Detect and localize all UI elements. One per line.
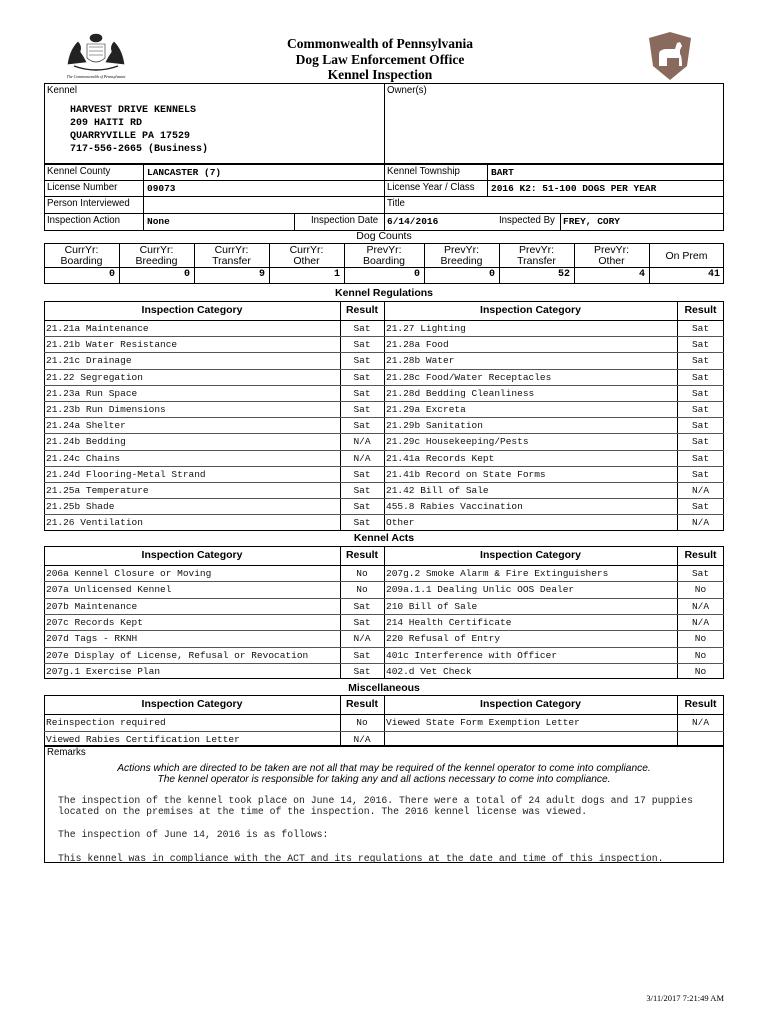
dog-count-header-line2: Other <box>598 255 625 267</box>
inspection-category-cell: 21.23a Run Space <box>46 387 138 399</box>
inspection-category-cell: 21.28a Food <box>386 339 449 351</box>
dog-count-header-line1: CurrYr: <box>214 244 249 256</box>
result-cell: Sat <box>353 339 371 351</box>
kennel-name: HARVEST DRIVE KENNELS <box>70 105 197 116</box>
inspection-category-cell: 21.26 Ventilation <box>46 517 143 529</box>
inspection-category-cell: 21.29c Housekeeping/Pests <box>386 436 529 448</box>
category-column-header: Inspection Category <box>480 549 581 561</box>
remarks-paragraph-1a: The inspection of the kennel took place on June 14, 2016. There were a total of 24 adult dogs and 17 puppies <box>58 795 693 806</box>
dog-count-header <box>194 245 269 267</box>
result-cell: N/A <box>353 436 371 448</box>
license-label: License Number <box>47 181 118 193</box>
result-cell: Sat <box>691 468 710 480</box>
dog-count-header-line1: PrevYr: <box>366 244 402 256</box>
result-cell: No <box>694 665 707 677</box>
result-cell: N/A <box>691 717 710 728</box>
inspection-category-cell: 401c Interference with Officer <box>386 649 558 661</box>
result-cell: Sat <box>353 468 371 480</box>
dog-count-header-line1: On Prem <box>665 250 708 262</box>
dog-count-header-line2: Boarding <box>362 255 406 267</box>
inspection-category-cell: 214 Health Certificate <box>386 616 512 628</box>
remarks-paragraph-3: This kennel was in compliance with the ACT and its regulations at the date and time of this inspection. <box>58 853 664 864</box>
dog-count-value: 0 <box>413 269 420 280</box>
result-column-header: Result <box>684 549 717 561</box>
result-cell: No <box>694 584 707 596</box>
result-cell: Sat <box>353 616 371 628</box>
result-cell: No <box>356 584 368 596</box>
result-cell: No <box>694 633 707 645</box>
dog-count-header <box>269 245 344 267</box>
owner-label: Owner(s) <box>387 84 427 96</box>
remarks-paragraph-1b: located on the premises at the time of the inspection. The 2016 kennel license was viewed. <box>58 806 588 817</box>
dog-count-value: 4 <box>638 269 645 280</box>
license-value: 09073 <box>147 183 176 194</box>
result-cell: N/A <box>353 452 371 464</box>
header-line-1: Commonwealth of Pennsylvania <box>286 36 473 51</box>
result-cell: Sat <box>353 420 371 432</box>
inspection-category-cell: 210 Bill of Sale <box>386 600 478 612</box>
print-timestamp: 3/11/2017 7:21:49 AM <box>646 993 724 1003</box>
inspection-category-cell: 21.21b Water Resistance <box>46 339 178 351</box>
dog-count-header-line2: Transfer <box>517 255 556 267</box>
dog-count-header-line2: Boarding <box>60 255 103 267</box>
inspection-category-cell: 220 Refusal of Entry <box>386 633 501 645</box>
inspection-category-cell: 21.24b Bedding <box>46 436 126 448</box>
dog-counts-title: Dog Counts <box>356 230 412 242</box>
inspection-category-cell: 21.28d Bedding Cleanliness <box>386 387 535 399</box>
person-interviewed-label: Person Interviewed <box>47 197 130 209</box>
kennel-acts-title: Kennel Acts <box>353 532 415 544</box>
license-class-label: License Year / Class <box>387 181 475 193</box>
dog-count-header <box>649 251 724 262</box>
category-column-header: Inspection Category <box>480 304 581 316</box>
inspection-category-cell: 207g.1 Exercise Plan <box>46 665 161 677</box>
result-cell: Sat <box>691 371 710 383</box>
result-cell: Sat <box>353 501 371 513</box>
kennel-city: QUARRYVILLE PA 17529 <box>70 131 191 142</box>
result-cell: Sat <box>353 404 371 415</box>
remarks-paragraph-2: The inspection of June 14, 2016 is as follows: <box>58 829 329 840</box>
result-cell: Sat <box>353 665 371 677</box>
result-cell: N/A <box>691 616 710 628</box>
result-cell: N/A <box>691 517 710 529</box>
kennel-label: Kennel <box>47 84 78 96</box>
remarks-label: Remarks <box>47 746 86 758</box>
dog-count-value: 52 <box>557 269 570 280</box>
result-column-header: Result <box>345 698 379 710</box>
result-cell: Sat <box>353 517 371 529</box>
inspection-category-cell: 21.29a Excreta <box>386 404 466 415</box>
inspection-category-cell: 207d Tags - RKNH <box>46 633 138 645</box>
county-value: LANCASTER (7) <box>147 167 222 178</box>
inspection-category-cell: 21.24c Chains <box>46 452 121 464</box>
result-column-header: Result <box>684 304 717 316</box>
inspection-category-cell: 21.21a Maintenance <box>46 323 149 334</box>
inspection-category-cell: 21.29b Sanitation <box>386 420 483 432</box>
dog-count-header-line1: CurrYr: <box>289 244 324 256</box>
result-cell: Sat <box>691 420 710 432</box>
inspection-date-value: 6/14/2016 <box>387 216 439 227</box>
inspection-category-cell: 455.8 Rabies Vaccination <box>386 501 523 513</box>
result-cell: No <box>356 717 368 728</box>
result-cell: Sat <box>691 355 710 367</box>
inspection-action-value: None <box>147 216 170 227</box>
inspection-category-cell: 207a Unlicensed Kennel <box>46 584 172 596</box>
category-column-header: Inspection Category <box>141 549 243 561</box>
inspection-category-cell: 21.23b Run Dimensions <box>46 404 166 415</box>
dog-count-header <box>499 245 574 267</box>
inspection-category-cell: 21.27 Lighting <box>386 323 466 334</box>
dog-count-header <box>424 245 499 267</box>
result-cell: N/A <box>353 633 371 645</box>
result-cell: Sat <box>691 568 710 579</box>
dog-count-header-line1: PrevYr: <box>443 244 479 256</box>
inspection-category-cell: 207c Records Kept <box>46 616 143 628</box>
title-label: Title <box>387 197 405 209</box>
result-cell: Sat <box>353 485 371 496</box>
result-column-header: Result <box>345 304 379 316</box>
inspected-by-value: FREY, CORY <box>563 216 621 227</box>
result-cell: No <box>694 649 707 661</box>
result-column-header: Result <box>684 698 717 710</box>
kennel-street: 209 HAITI RD <box>70 118 143 129</box>
pa-seal <box>60 30 132 80</box>
dog-count-header-line2: Breeding <box>135 255 178 267</box>
dog-count-value: 0 <box>108 269 115 280</box>
dog-count-value: 1 <box>333 269 340 280</box>
township-value: BART <box>491 167 514 178</box>
result-cell: Sat <box>691 501 710 513</box>
dog-law-logo <box>645 30 695 82</box>
dog-count-header-line2: Transfer <box>212 255 251 267</box>
kennel-regulations-title: Kennel Regulations <box>334 287 433 299</box>
miscellaneous-title: Miscellaneous <box>348 682 420 694</box>
inspection-category-cell: 402.d Vet Check <box>386 665 472 677</box>
dog-count-header-line1: CurrYr: <box>139 244 174 256</box>
inspection-category-cell: 21.41a Records Kept <box>386 452 495 464</box>
dog-count-header-line2: Breeding <box>440 255 483 267</box>
dog-count-header <box>119 245 194 267</box>
inspection-category-cell: 206a Kennel Closure or Moving <box>46 568 212 579</box>
header-line-2: Dog Law Enforcement Office <box>295 52 465 67</box>
result-cell: Sat <box>353 355 371 367</box>
inspection-category-cell: 207g.2 Smoke Alarm & Fire Extinguishers <box>386 568 609 579</box>
dog-count-header-line1: CurrYr: <box>64 244 99 256</box>
inspection-category-cell: Viewed State Form Exemption Letter <box>386 717 580 728</box>
inspection-category-cell: 21.42 Bill of Sale <box>386 485 489 496</box>
dog-count-header-line1: PrevYr: <box>518 244 554 256</box>
remarks-notice-1: Actions which are directed to be taken are not all that may be required of the kennel operator to come into compliance. <box>117 763 651 774</box>
category-column-header: Inspection Category <box>141 304 243 316</box>
dog-count-header-line1: PrevYr: <box>593 244 629 256</box>
result-cell: Sat <box>691 436 710 448</box>
license-class-value: 2016 K2: 51-100 DOGS PER YEAR <box>491 183 657 194</box>
result-cell: Sat <box>691 452 710 464</box>
dog-count-header <box>344 245 424 267</box>
result-cell: Sat <box>353 371 371 383</box>
result-cell: No <box>356 568 368 579</box>
result-column-header: Result <box>345 549 379 561</box>
inspection-category-cell: 207e Display of License, Refusal or Revocation <box>46 649 309 661</box>
result-cell: Sat <box>691 404 710 415</box>
result-cell: Sat <box>691 339 710 351</box>
result-cell: Sat <box>353 387 371 399</box>
dog-count-header-line2: Other <box>293 255 320 267</box>
inspection-category-cell: 21.24d Flooring-Metal Strand <box>46 468 206 480</box>
header-line-3: Kennel Inspection <box>327 67 433 82</box>
dog-count-value: 9 <box>258 269 265 280</box>
result-cell: Sat <box>691 387 710 399</box>
dog-count-header <box>574 245 649 267</box>
inspection-category-cell: 21.25a Temperature <box>46 485 149 496</box>
category-column-header: Inspection Category <box>480 698 581 710</box>
inspection-category-cell: 209a.1.1 Dealing Unlic OOS Dealer <box>386 584 575 596</box>
inspection-action-label: Inspection Action <box>47 214 121 226</box>
kennel-phone: 717-556-2665 (Business) <box>70 144 209 155</box>
dog-count-value: 0 <box>183 269 190 280</box>
inspection-category-cell: 21.28b Water <box>386 355 455 367</box>
inspected-by-label: Inspected By <box>499 214 555 226</box>
seal-caption: The Commonwealth of Pennsylvania <box>66 74 126 79</box>
result-cell: Sat <box>353 323 371 334</box>
inspection-category-cell: Viewed Rabies Certification Letter <box>46 733 240 745</box>
result-cell: N/A <box>353 733 371 745</box>
inspection-category-cell: 21.41b Record on State Forms <box>386 468 546 480</box>
dog-count-value: 41 <box>707 269 720 280</box>
result-cell: Sat <box>353 600 371 612</box>
inspection-category-cell: 207b Maintenance <box>46 600 138 612</box>
dog-count-header <box>44 245 119 267</box>
inspection-category-cell: 21.21c Drainage <box>46 355 132 367</box>
inspection-category-cell: 21.22 Segregation <box>46 371 143 383</box>
dog-count-value: 0 <box>488 269 495 280</box>
remarks-notice-2: The kennel operator is responsible for taking any and all actions necessary to come into compliance. <box>157 774 611 785</box>
result-cell: N/A <box>691 485 710 496</box>
inspection-category-cell: Other <box>386 517 415 529</box>
inspection-category-cell: 21.25b Shade <box>46 501 115 513</box>
inspection-category-cell: Reinspection required <box>46 717 166 728</box>
inspection-category-cell: 21.24a Shelter <box>46 420 126 432</box>
category-column-header: Inspection Category <box>141 698 243 710</box>
county-label: Kennel County <box>47 165 111 177</box>
result-cell: Sat <box>691 323 710 334</box>
result-cell: N/A <box>691 600 710 612</box>
result-cell: Sat <box>353 649 371 661</box>
inspection-date-label: Inspection Date <box>311 214 379 226</box>
township-label: Kennel Township <box>387 165 460 177</box>
inspection-category-cell: 21.28c Food/Water Receptacles <box>386 371 552 383</box>
